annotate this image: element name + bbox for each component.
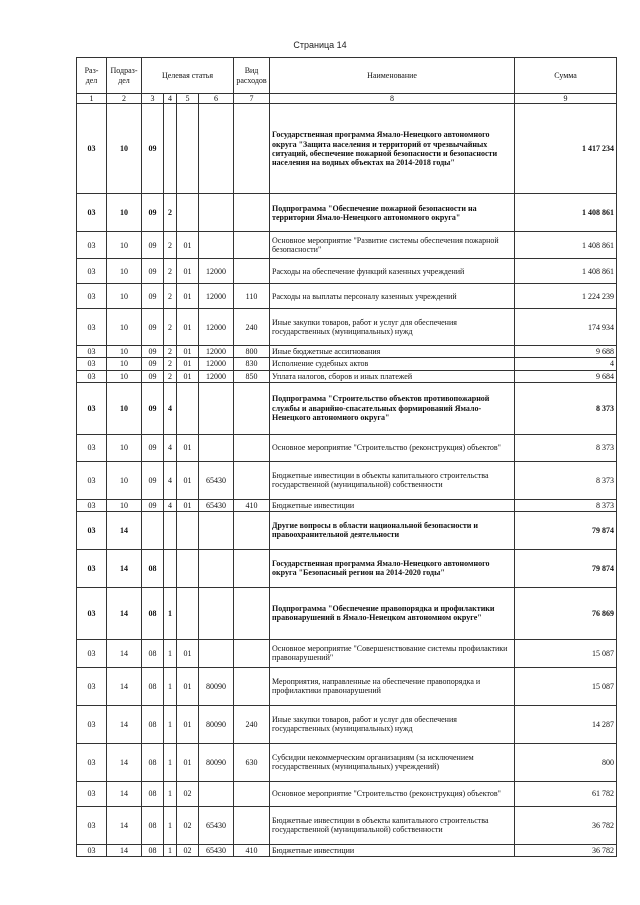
name-cell: Бюджетные инвестиции в объекты капитального строительства государственной (муниципальной) собственности: [270, 806, 515, 844]
name-cell: Государственная программа Ямало-Ненецкого автономного округа "Безопасный регион на 2014-2020 годы": [270, 549, 515, 587]
table-row: [77, 461, 617, 499]
target-cell: 08: [142, 705, 164, 743]
target-cell: 01: [177, 346, 199, 358]
target-cell: 80090: [199, 705, 234, 743]
name-cell: Иные бюджетные ассигнования: [270, 346, 515, 358]
sum-cell: 9 688: [515, 346, 617, 358]
target-cell: 01: [177, 639, 199, 667]
sum-cell: 1 408 861: [515, 232, 617, 259]
sum-cell: 174 934: [515, 309, 617, 346]
target-cell: 08: [142, 639, 164, 667]
razdel-cell: 03: [77, 309, 107, 346]
target-cell: 01: [177, 434, 199, 461]
podrazdel-cell: 14: [107, 743, 142, 781]
name-cell: Основное мероприятие "Совершенствование системы профилактики правонарушений": [270, 639, 515, 667]
vid-cell: 240: [234, 705, 270, 743]
name-cell: Исполнение судебных актов: [270, 358, 515, 370]
vid-cell: 110: [234, 284, 270, 309]
target-cell: 08: [142, 667, 164, 705]
col-number: 1: [77, 94, 107, 104]
sum-cell: 61 782: [515, 781, 617, 806]
target-cell: [142, 511, 164, 549]
table-row: [77, 194, 617, 232]
target-cell: 4: [164, 461, 177, 499]
sum-cell: 15 087: [515, 667, 617, 705]
table-row: [77, 309, 617, 346]
sum-cell: 76 869: [515, 587, 617, 639]
target-cell: 1: [164, 844, 177, 856]
target-cell: 08: [142, 743, 164, 781]
table-row: [77, 549, 617, 587]
sum-cell: 1 408 861: [515, 259, 617, 284]
name-cell: Подпрограмма "Обеспечение правопорядка и профилактики правонарушений в Ямало-Ненецком автономном округе": [270, 587, 515, 639]
podrazdel-cell: 10: [107, 104, 142, 194]
target-cell: [199, 639, 234, 667]
sum-cell: 1 408 861: [515, 194, 617, 232]
table-row: [77, 781, 617, 806]
target-cell: 2: [164, 346, 177, 358]
target-cell: 01: [177, 309, 199, 346]
podrazdel-cell: 10: [107, 499, 142, 511]
vid-cell: 410: [234, 499, 270, 511]
target-cell: 2: [164, 370, 177, 382]
target-cell: 09: [142, 461, 164, 499]
vid-cell: [234, 587, 270, 639]
target-cell: 01: [177, 743, 199, 781]
target-cell: 12000: [199, 284, 234, 309]
target-cell: 02: [177, 844, 199, 856]
podrazdel-cell: 10: [107, 232, 142, 259]
name-cell: Основное мероприятие "Развитие системы обеспечения пожарной безопасности": [270, 232, 515, 259]
page-number-label: Страница 14: [293, 40, 347, 50]
razdel-cell: 03: [77, 667, 107, 705]
target-cell: [177, 587, 199, 639]
target-cell: 01: [177, 232, 199, 259]
razdel-cell: 03: [77, 194, 107, 232]
table-row: [77, 705, 617, 743]
target-cell: 09: [142, 259, 164, 284]
name-cell: Бюджетные инвестиции: [270, 844, 515, 856]
target-cell: 01: [177, 499, 199, 511]
table-row: [77, 284, 617, 309]
podrazdel-cell: 10: [107, 346, 142, 358]
target-cell: 01: [177, 705, 199, 743]
razdel-cell: 03: [77, 461, 107, 499]
col-number: 5: [177, 94, 199, 104]
target-cell: 1: [164, 639, 177, 667]
target-cell: [177, 382, 199, 434]
target-cell: 2: [164, 232, 177, 259]
vid-cell: 410: [234, 844, 270, 856]
vid-cell: 850: [234, 370, 270, 382]
col-number: 9: [515, 94, 617, 104]
target-cell: 80090: [199, 743, 234, 781]
vid-cell: [234, 511, 270, 549]
target-cell: 1: [164, 781, 177, 806]
razdel-cell: 03: [77, 104, 107, 194]
target-cell: 09: [142, 370, 164, 382]
target-cell: [199, 781, 234, 806]
target-cell: [199, 382, 234, 434]
target-cell: 1: [164, 743, 177, 781]
name-cell: Подпрограмма "Строительство объектов противопожарной службы и аварийно-спасательных формирований Ямало-Ненецкого автономного округа": [270, 382, 515, 434]
target-cell: [177, 511, 199, 549]
target-cell: 12000: [199, 309, 234, 346]
table-row: [77, 499, 617, 511]
table-row: [77, 434, 617, 461]
table-row: [77, 259, 617, 284]
table-row: [77, 382, 617, 434]
col-number: 7: [234, 94, 270, 104]
vid-cell: [234, 259, 270, 284]
target-cell: 01: [177, 667, 199, 705]
target-cell: 02: [177, 806, 199, 844]
name-cell: Мероприятия, направленные на обеспечение правопорядка и профилактики правонарушений: [270, 667, 515, 705]
budget-table: [76, 57, 617, 857]
target-cell: 01: [177, 370, 199, 382]
target-cell: 09: [142, 434, 164, 461]
podrazdel-cell: 14: [107, 806, 142, 844]
razdel-cell: 03: [77, 511, 107, 549]
target-cell: 12000: [199, 259, 234, 284]
razdel-cell: 03: [77, 743, 107, 781]
name-cell: Государственная программа Ямало-Ненецкого автономного округа "Защита населения и территорий от чрезвычайных ситуаций, обеспечение пожарной безопасности и безопасности населения на водных объектах на 2014-2018 годы": [270, 104, 515, 194]
sum-cell: 36 782: [515, 844, 617, 856]
col-header-podrazdel: Подраз- дел: [107, 58, 142, 94]
podrazdel-cell: 14: [107, 511, 142, 549]
name-cell: Уплата налогов, сборов и иных платежей: [270, 370, 515, 382]
name-cell: Субсидии некоммерческим организациям (за исключением государственных (муниципальных) учреждений): [270, 743, 515, 781]
target-cell: 08: [142, 844, 164, 856]
target-cell: [177, 194, 199, 232]
col-number: 8: [270, 94, 515, 104]
vid-cell: [234, 667, 270, 705]
podrazdel-cell: 10: [107, 194, 142, 232]
target-cell: [164, 104, 177, 194]
vid-cell: [234, 382, 270, 434]
vid-cell: 830: [234, 358, 270, 370]
col-number: 2: [107, 94, 142, 104]
col-number: 6: [199, 94, 234, 104]
target-cell: [199, 587, 234, 639]
target-cell: 1: [164, 667, 177, 705]
razdel-cell: 03: [77, 705, 107, 743]
col-number: 4: [164, 94, 177, 104]
target-cell: 1: [164, 705, 177, 743]
target-cell: 12000: [199, 346, 234, 358]
target-cell: 08: [142, 587, 164, 639]
name-cell: Бюджетные инвестиции в объекты капитального строительства государственной (муниципальной) собственности: [270, 461, 515, 499]
target-cell: 1: [164, 806, 177, 844]
sum-cell: 800: [515, 743, 617, 781]
target-cell: [164, 511, 177, 549]
vid-cell: 800: [234, 346, 270, 358]
target-cell: 65430: [199, 844, 234, 856]
header-row: [77, 58, 617, 94]
col-header-vid: Вид расходов: [234, 58, 270, 94]
target-cell: 1: [164, 587, 177, 639]
table-body: [77, 104, 617, 857]
target-cell: 65430: [199, 806, 234, 844]
target-cell: 09: [142, 284, 164, 309]
vid-cell: [234, 461, 270, 499]
vid-cell: [234, 434, 270, 461]
podrazdel-cell: 14: [107, 667, 142, 705]
target-cell: 09: [142, 358, 164, 370]
table-row: [77, 667, 617, 705]
target-cell: [199, 434, 234, 461]
razdel-cell: 03: [77, 358, 107, 370]
target-cell: 02: [177, 781, 199, 806]
vid-cell: 630: [234, 743, 270, 781]
razdel-cell: 03: [77, 806, 107, 844]
name-cell: Расходы на обеспечение функций казенных учреждений: [270, 259, 515, 284]
target-cell: 65430: [199, 461, 234, 499]
razdel-cell: 03: [77, 499, 107, 511]
razdel-cell: 03: [77, 259, 107, 284]
table-row: [77, 346, 617, 358]
podrazdel-cell: 10: [107, 461, 142, 499]
vid-cell: [234, 194, 270, 232]
target-cell: 08: [142, 806, 164, 844]
sum-cell: 4: [515, 358, 617, 370]
target-cell: 2: [164, 284, 177, 309]
target-cell: [177, 104, 199, 194]
target-cell: 09: [142, 194, 164, 232]
vid-cell: [234, 104, 270, 194]
podrazdel-cell: 14: [107, 844, 142, 856]
target-cell: 2: [164, 309, 177, 346]
podrazdel-cell: 14: [107, 587, 142, 639]
name-cell: Иные закупки товаров, работ и услуг для обеспечения государственных (муниципальных) нужд: [270, 705, 515, 743]
razdel-cell: 03: [77, 549, 107, 587]
col-header-razdel: Раз- дел: [77, 58, 107, 94]
target-cell: 4: [164, 499, 177, 511]
sum-cell: 8 373: [515, 382, 617, 434]
razdel-cell: 03: [77, 639, 107, 667]
vid-cell: [234, 806, 270, 844]
sum-cell: 14 287: [515, 705, 617, 743]
sum-cell: 1 417 234: [515, 104, 617, 194]
target-cell: 09: [142, 499, 164, 511]
target-cell: 09: [142, 104, 164, 194]
table-row: [77, 844, 617, 856]
vid-cell: [234, 232, 270, 259]
target-cell: 01: [177, 259, 199, 284]
col-header-name: Наименование: [270, 58, 515, 94]
target-cell: 80090: [199, 667, 234, 705]
razdel-cell: 03: [77, 781, 107, 806]
sum-cell: 79 874: [515, 511, 617, 549]
podrazdel-cell: 10: [107, 358, 142, 370]
sum-cell: 9 684: [515, 370, 617, 382]
podrazdel-cell: 14: [107, 549, 142, 587]
name-cell: Подпрограмма "Обеспечение пожарной безопасности на территории Ямало-Ненецкого автономного округа": [270, 194, 515, 232]
sum-cell: 8 373: [515, 461, 617, 499]
podrazdel-cell: 10: [107, 259, 142, 284]
podrazdel-cell: 14: [107, 781, 142, 806]
vid-cell: [234, 781, 270, 806]
table-row: [77, 511, 617, 549]
target-cell: 01: [177, 461, 199, 499]
target-cell: [199, 511, 234, 549]
target-cell: 01: [177, 358, 199, 370]
sum-cell: 8 373: [515, 499, 617, 511]
razdel-cell: 03: [77, 382, 107, 434]
name-cell: Другие вопросы в области национальной безопасности и правоохранительной деятельности: [270, 511, 515, 549]
table-row: [77, 104, 617, 194]
podrazdel-cell: 10: [107, 382, 142, 434]
sum-cell: 79 874: [515, 549, 617, 587]
podrazdel-cell: 14: [107, 639, 142, 667]
razdel-cell: 03: [77, 434, 107, 461]
name-cell: Иные закупки товаров, работ и услуг для обеспечения государственных (муниципальных) нужд: [270, 309, 515, 346]
podrazdel-cell: 10: [107, 284, 142, 309]
target-cell: 08: [142, 781, 164, 806]
table-row: [77, 639, 617, 667]
target-cell: 09: [142, 232, 164, 259]
target-cell: 4: [164, 382, 177, 434]
sum-cell: 8 373: [515, 434, 617, 461]
target-cell: 09: [142, 346, 164, 358]
name-cell: Основное мероприятие "Строительство (реконструкция) объектов": [270, 434, 515, 461]
target-cell: 2: [164, 358, 177, 370]
razdel-cell: 03: [77, 370, 107, 382]
vid-cell: [234, 639, 270, 667]
target-cell: [199, 104, 234, 194]
target-cell: 4: [164, 434, 177, 461]
col-header-sum: Сумма: [515, 58, 617, 94]
sum-cell: 36 782: [515, 806, 617, 844]
target-cell: [164, 549, 177, 587]
name-cell: Бюджетные инвестиции: [270, 499, 515, 511]
vid-cell: 240: [234, 309, 270, 346]
target-cell: 2: [164, 259, 177, 284]
target-cell: [199, 194, 234, 232]
sum-cell: 15 087: [515, 639, 617, 667]
target-cell: 12000: [199, 358, 234, 370]
podrazdel-cell: 10: [107, 309, 142, 346]
razdel-cell: 03: [77, 284, 107, 309]
table-row: [77, 358, 617, 370]
target-cell: 01: [177, 284, 199, 309]
table-row: [77, 806, 617, 844]
name-cell: Основное мероприятие "Строительство (реконструкция) объектов": [270, 781, 515, 806]
target-cell: 65430: [199, 499, 234, 511]
sum-cell: 1 224 239: [515, 284, 617, 309]
target-cell: [199, 549, 234, 587]
table-row: [77, 232, 617, 259]
vid-cell: [234, 549, 270, 587]
table-row: [77, 370, 617, 382]
col-header-target: Целевая статья: [142, 58, 234, 94]
col-number: 3: [142, 94, 164, 104]
razdel-cell: 03: [77, 346, 107, 358]
target-cell: [199, 232, 234, 259]
name-cell: Расходы на выплаты персоналу казенных учреждений: [270, 284, 515, 309]
target-cell: 09: [142, 382, 164, 434]
table-row: [77, 743, 617, 781]
target-cell: [177, 549, 199, 587]
podrazdel-cell: 14: [107, 705, 142, 743]
target-cell: 09: [142, 309, 164, 346]
podrazdel-cell: 10: [107, 370, 142, 382]
podrazdel-cell: 10: [107, 434, 142, 461]
razdel-cell: 03: [77, 844, 107, 856]
razdel-cell: 03: [77, 587, 107, 639]
razdel-cell: 03: [77, 232, 107, 259]
column-number-row: [77, 94, 617, 104]
target-cell: 2: [164, 194, 177, 232]
target-cell: 12000: [199, 370, 234, 382]
table-row: [77, 587, 617, 639]
target-cell: 08: [142, 549, 164, 587]
